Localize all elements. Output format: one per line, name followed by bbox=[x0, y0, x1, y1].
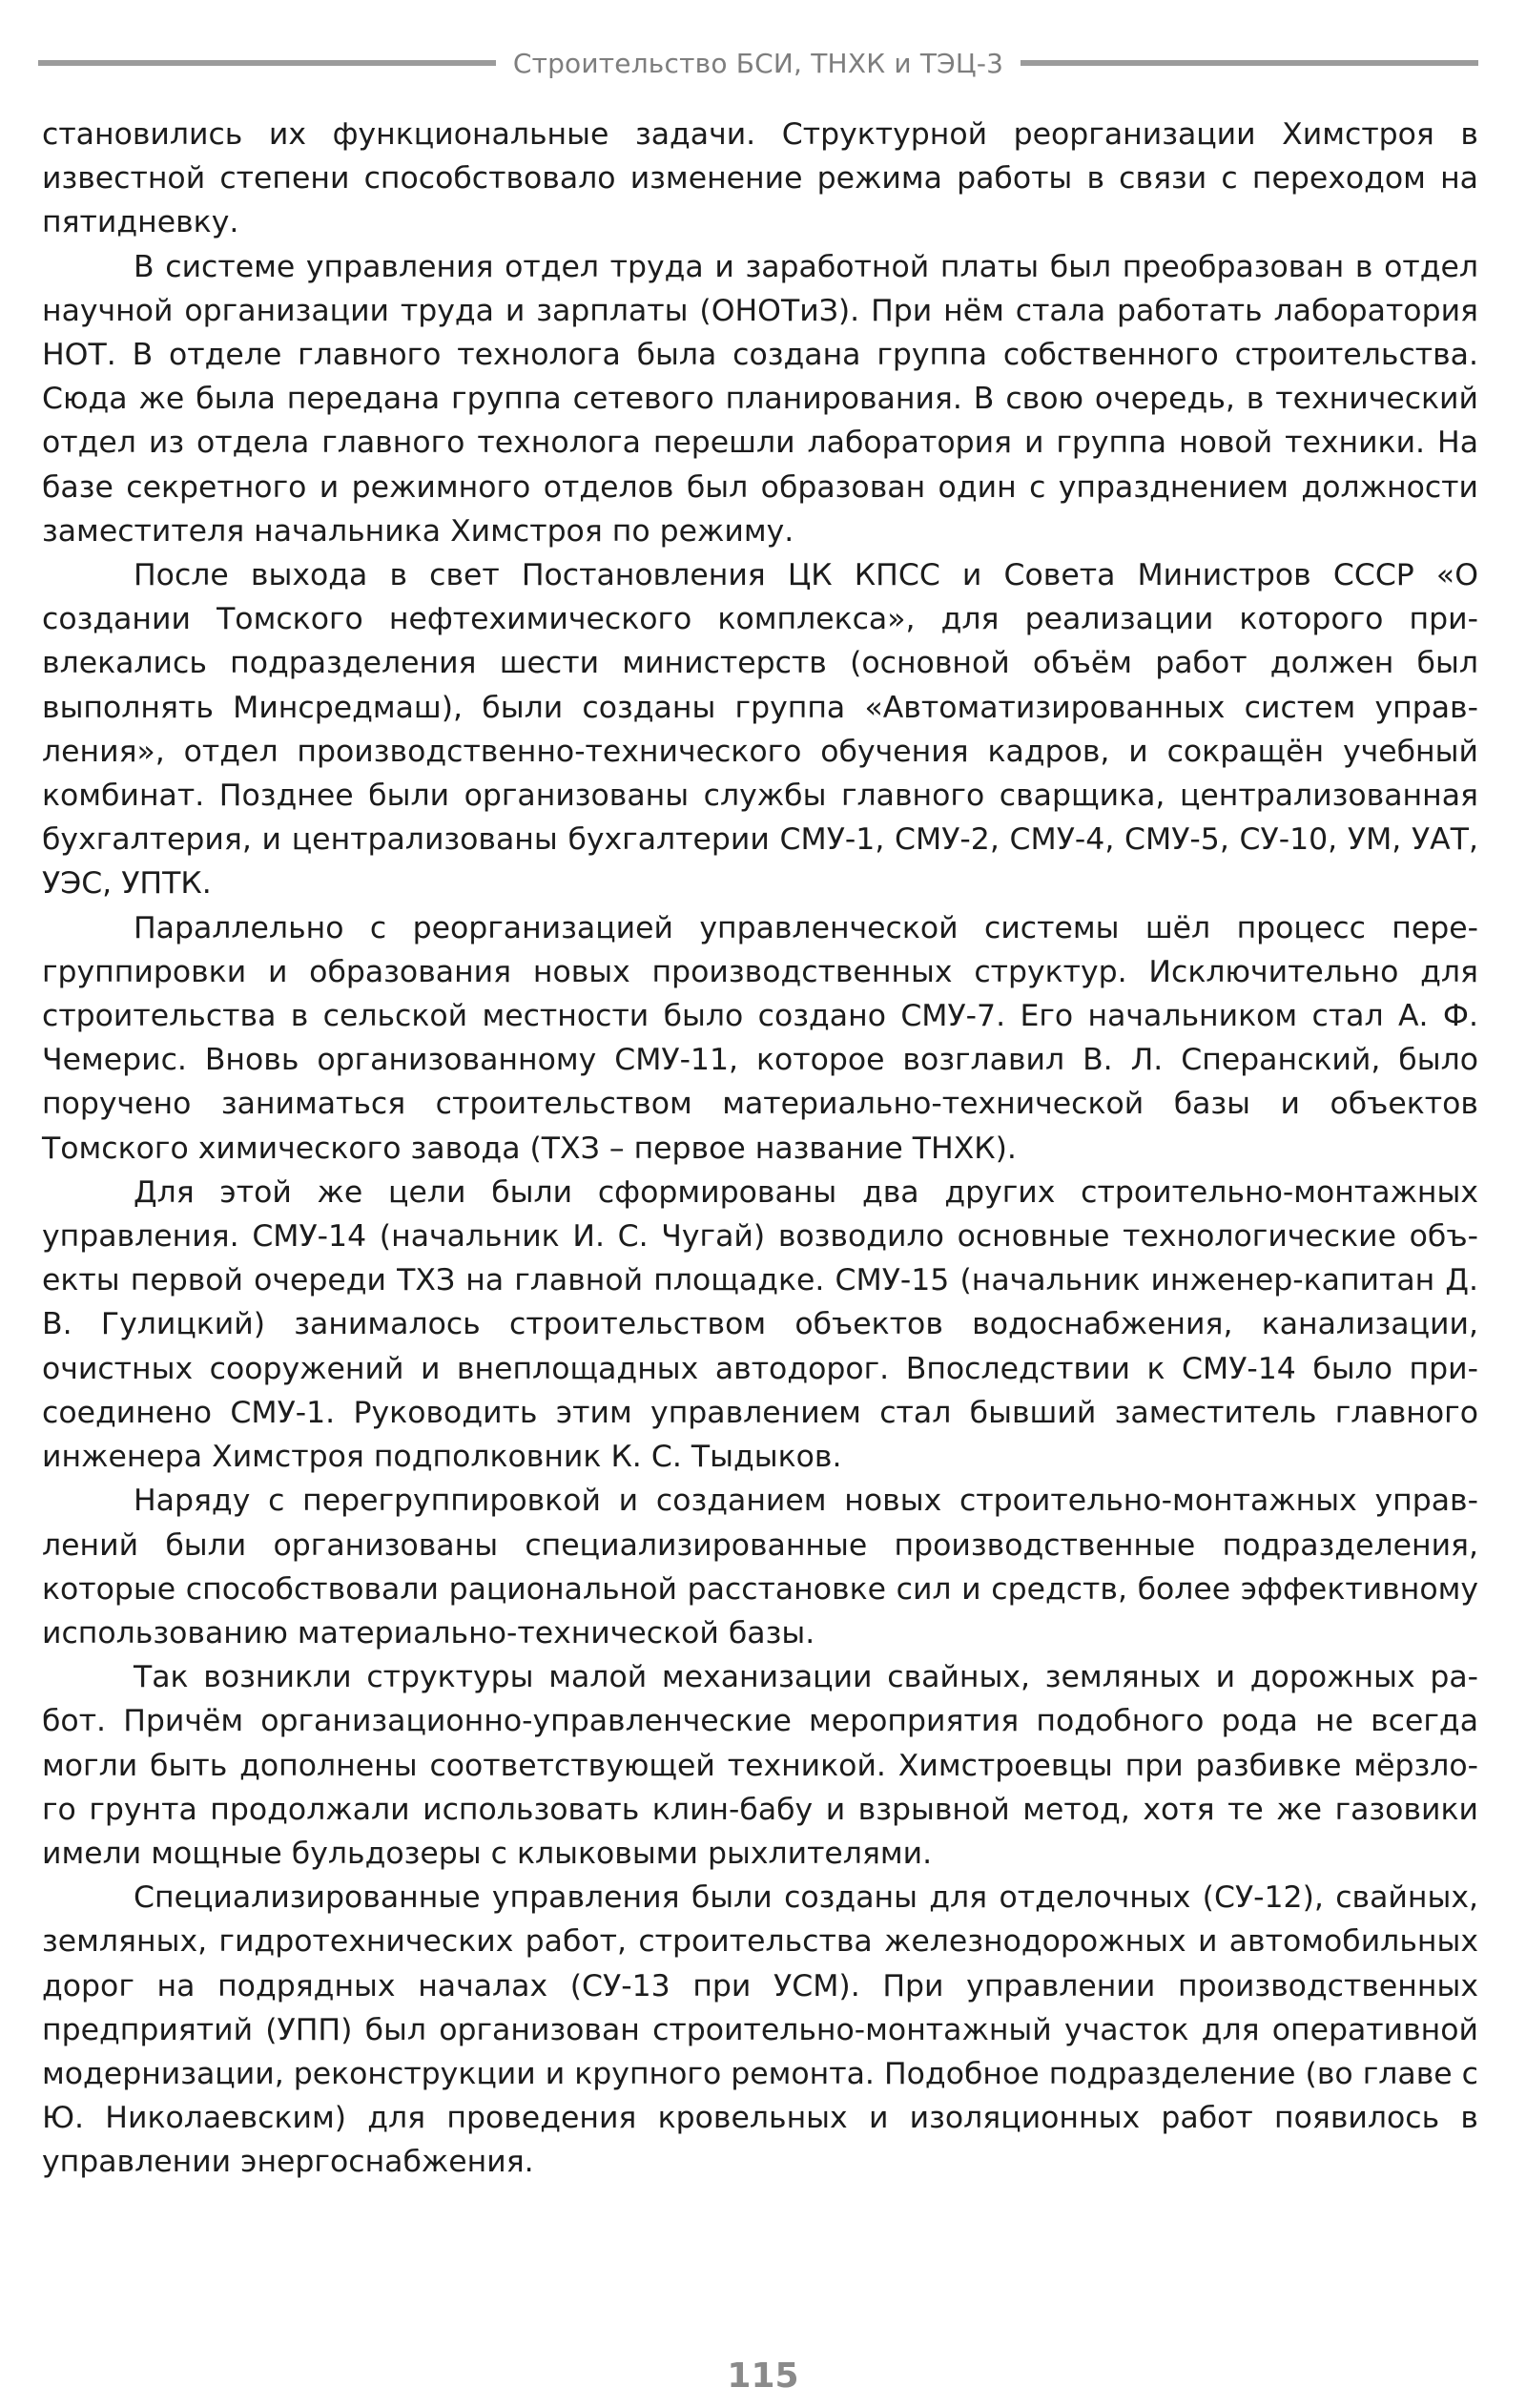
paragraph: Для этой же цели были сформированы два других строительно-монтажных управления. СМУ-14 (начальник И. С. Чугай) возводило основные технологические объекты первой очереди ТХЗ на главной площадке. СМУ-15 (начальник инженер-капитан Д. В. Гулицкий) занималось строительством объектов водоснабжения, канализации, очистных сооружений и внеплощадных автодорог. Впоследствии к СМУ-14 было присоединено СМУ-1. Руководить этим управлением стал бывший заместитель главного инженера Химстроя подполковник К. С. Тыдыков. bbox=[42, 1174, 1478, 1475]
paragraph: Наряду с перегруппировкой и созданием новых строительно-монтажных управлений были организованы специализированные производственные подразделения, которые способствовали рациональной расстановке сил и средств, более эффективному использованию материально-технической базы. bbox=[42, 1484, 1478, 1650]
page-body bbox=[42, 113, 1478, 2185]
paragraph: После выхода в свет Постановления ЦК КПСС и Совета Министров СССР «О создании Томского нефтехимического комплекса», для реализации которого привлекались подразделения шести министерств (основной объём работ должен был выполнять Минсредмаш), были созданы группа «Автоматизированных систем управления», отдел производственно-технического обучения кадров, и сокращён учебный комбинат. Позднее были организованы службы главного сварщика, централизованная бухгалтерия, и централизованы бухгалтерии СМУ-1, СМУ-2, СМУ-4, СМУ-5, СУ-10, УМ, УАТ, УЭС, УПТК. bbox=[42, 558, 1478, 902]
running-header bbox=[38, 44, 1478, 82]
page-number: 115 bbox=[727, 2356, 799, 2396]
paragraph: Так возникли структуры малой механизации свайных, земляных и дорожных работ. Причём организационно-управленческие мероприятия подобного рода не всегда могли быть дополнены соответствующей техникой. Химстроевцы при разбивке мёрзлого грунта продолжали использовать клин-бабу и взрывной метод, хотя те же газовики имели мощные бульдозеры с клыковыми рыхлителями. bbox=[42, 1660, 1478, 1871]
header-rule-left bbox=[38, 60, 496, 66]
paragraph: Параллельно с реорганизацией управленческой системы шёл процесс перегруппировки и образования новых производственных структур. Исключительно для строительства в сельской местности было создано СМУ-7. Его начальником стал А. Ф. Чемерис. Вновь организованному СМУ-11, которое возглавил В. Л. Сперанский, было поручено заниматься строительством материально-технической базы и объектов Томского химического завода (ТХЗ – первое название ТНХК). bbox=[42, 910, 1478, 1166]
running-header-title: Строительство БСИ, ТНХК и ТЭЦ-3 bbox=[512, 47, 1004, 79]
header-rule-right bbox=[1021, 60, 1478, 66]
paragraph: В системе управления отдел труда и заработной платы был преобразован в отдел научной организации труда и зарплаты (ОНОТиЗ). При нём стала работать лаборатория НОТ. В отделе главного технолога была создана группа собственного строительства. Сюда же была передана группа сетевого планирования. В свою очередь, в технический отдел из отдела главного технолога перешли лаборатория и группа новой техники. На базе секретного и режимного отделов был образован один с упразднением должности заместителя начальника Химстроя по режиму. bbox=[42, 249, 1478, 549]
paragraph: Специализированные управления были созданы для отделочных (СУ-12), свайных, земляных, гидротехнических работ, строительства железнодорожных и автомобильных дорог на подрядных началах (СУ-13 при УСМ). При управлении производственных предприятий (УПП) был организован строительно-монтажный участок для оперативной модернизации, реконструкции и крупного ремонта. Подобное подразделение (во главе с Ю. Николаевским) для проведения кровельных и изоляционных работ появилось в управлении энергоснабжения. bbox=[42, 1880, 1478, 2180]
paragraph-continued: становились их функциональные задачи. Структурной реорганизации Химстроя в известной степени способствовало изменение режима работы в связи с переходом на пятидневку. bbox=[42, 117, 1478, 240]
